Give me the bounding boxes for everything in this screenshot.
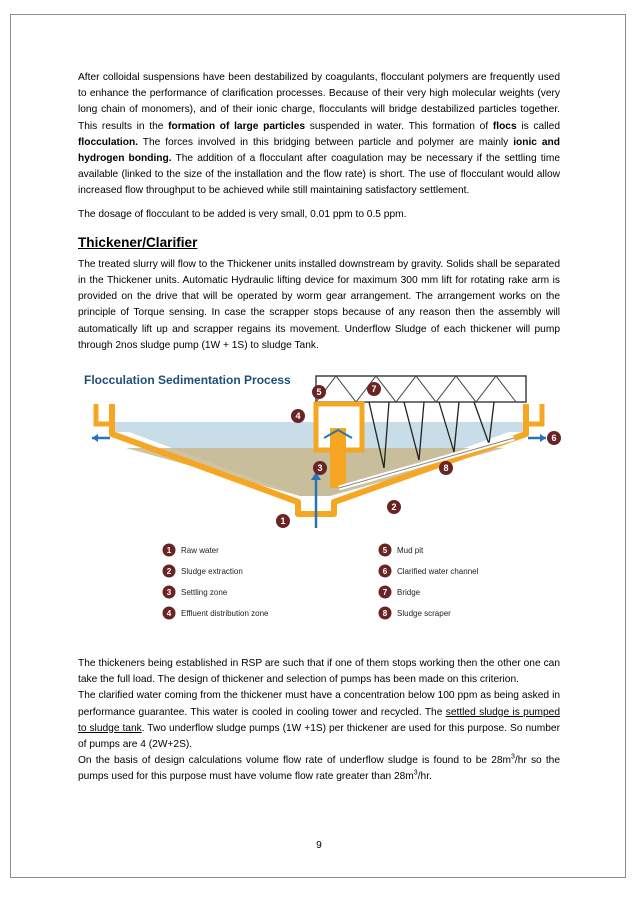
svg-text:7: 7 (371, 384, 377, 394)
svg-text:6: 6 (382, 567, 388, 576)
svg-text:3: 3 (317, 463, 323, 473)
intro-paragraph: After colloidal suspensions have been destabilized by coagulants, flocculant polymers are frequently used to enhance the performance of clarification processes. Because of their very high molecular weights (very long chain of monomers), and of their ionic charge, flocculants will bridge destabilized particles together. This results in the formation of large particles suspended in water. This formation of flocs is called flocculation. The forces involved in this bridging between particle and polymer are mainly ionic and hydrogen bonding. The addition of a flocculant after coagulation may be necessary if the settling time available (linked to the size of the installation and the flow rate) is short. The use of flocculant would allow increased flow throughput to be achieved while still maintaining satisfactory settlement. (78, 72, 560, 197)
redundancy-paragraph: The thickeners being established in RSP are such that if one of them stops working then the other one can take the full load. The design of thickener and selection of pumps has been made on this criterion. (78, 658, 560, 686)
svg-text:8: 8 (443, 463, 449, 473)
svg-text:2: 2 (166, 567, 172, 576)
legend-label-1: Raw water (181, 546, 219, 555)
flocculation-diagram (84, 368, 568, 626)
legend-label-4: Effluent distribution zone (181, 609, 269, 618)
svg-text:3: 3 (166, 588, 172, 597)
svg-text:5: 5 (382, 546, 388, 555)
figure-title: Flocculation Sedimentation Process (84, 373, 291, 387)
dosage-paragraph: The dosage of flocculant to be added is very small, 0.01 ppm to 0.5 ppm. (78, 208, 407, 220)
legend-label-3: Settling zone (181, 588, 228, 597)
thickener-paragraph: The treated slurry will flow to the Thickener units installed downstream by gravity. Solids shall be separated in the Thickener units. Automatic Hydraulic lifting device for maximum 300 mm lift for rotating rake arm is provided on the drive that will be operated by worm gear arrangement. The arrangement works on the principle of Torque sensing. In case the scrapper stops because of any reason then the assembly will automatically lift up and scrapper regains its movement. Underflow Sludge of each thickener will pump through 2nos sludge pump (1W + 1S) to sludge Tank. (78, 258, 560, 351)
flow-rate-paragraph: On the basis of design calculations volume flow rate of underflow sludge is found to be $28m^3/hr$ so the pumps used for this purpose must have volume flow rate greater than $28m^3/hr$. (78, 753, 560, 783)
svg-text:1: 1 (280, 516, 286, 526)
bridge (316, 376, 526, 402)
svg-text:5: 5 (316, 387, 322, 397)
page-number: 9 (316, 840, 322, 851)
legend-label-7: Bridge (397, 588, 421, 597)
svg-text:8: 8 (382, 609, 388, 618)
svg-text:4: 4 (166, 609, 172, 618)
page-content (78, 70, 560, 354)
clarified-water-paragraph: The clarified water coming from the thickener must have a concentration below 100 ppm as being asked in performance guarantee. This water is cooled in cooling tower and recycled. The settled sludge is pumped to sludge tank. Two underflow sludge pumps (1W +1S) per thickener are used for this purpose. So number of pumps are 4 (2W+2S). (78, 690, 560, 751)
svg-text:7: 7 (382, 588, 388, 597)
legend-label-8: Sludge scraper (397, 609, 451, 618)
legend-label-2: Sludge extraction (181, 567, 243, 576)
svg-text:1: 1 (166, 546, 172, 555)
legend-label-6: Clarified water channel (397, 567, 479, 576)
legend-label-5: Mud pit (397, 546, 424, 555)
lower-content (78, 656, 560, 786)
svg-text:6: 6 (551, 433, 557, 443)
svg-text:2: 2 (391, 502, 397, 512)
figure-legend (163, 544, 479, 620)
section-heading: Thickener/Clarifier (78, 234, 198, 250)
svg-text:4: 4 (295, 411, 301, 421)
